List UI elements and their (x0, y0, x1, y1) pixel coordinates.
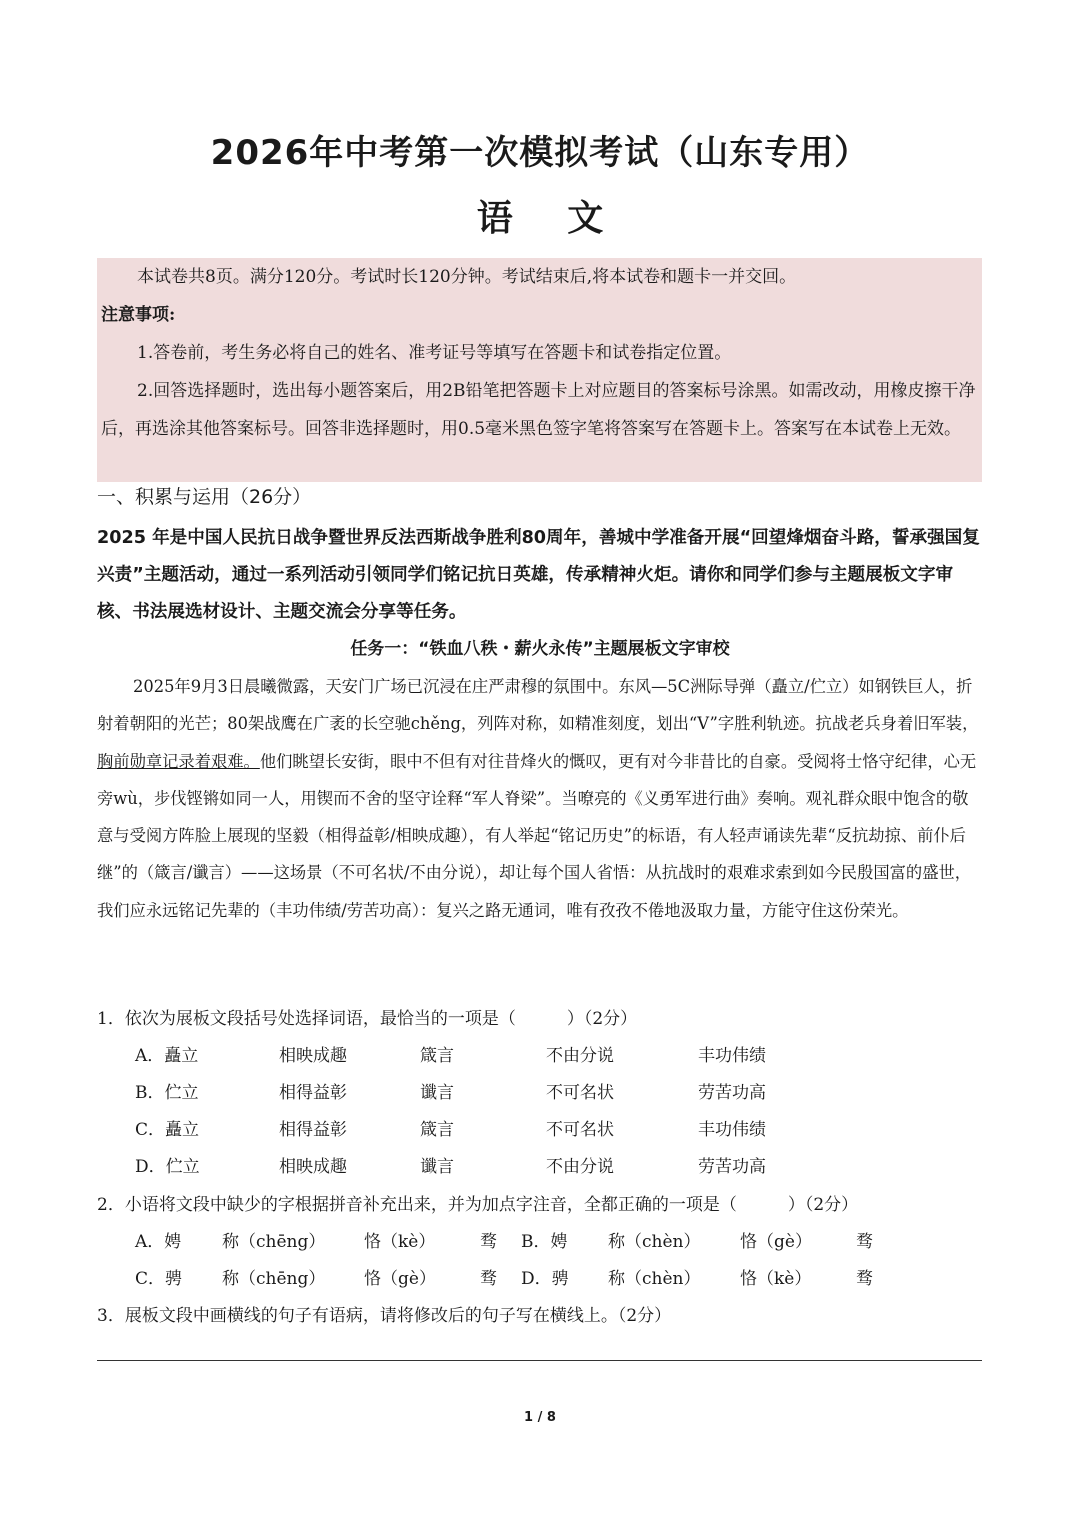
q1-option-a-word1: 相映成趣 (279, 1046, 347, 1066)
q2-option-c-item3: 恪（gè） (364, 1269, 436, 1289)
q1-option-d-word2: 谶言 (420, 1157, 454, 1177)
q1-option-d-word4: 劳苦功高 (698, 1157, 766, 1177)
notice-item-2: 2.回答选择题时，选出每小题答案后，用2B铅笔把答题卡上对应题目的答案标号涂黑。如需改动，用橡皮擦干净后，再选涂其他答案标号。回答非选择题时，用0.5毫米黑色签字笔将答案写在答题卡上。答案写在本试卷上无效。 (101, 381, 976, 439)
q2-option-a-item3: 恪（kè） (364, 1232, 436, 1252)
q1-option-a-word3: 不由分说 (546, 1046, 614, 1066)
answer-line[interactable] (97, 1360, 982, 1361)
notice-box (97, 258, 982, 482)
notice-heading: 注意事项: (101, 305, 176, 325)
q2-option-b-item3: 恪（gè） (740, 1232, 812, 1252)
q1-option-c-word3: 不可名状 (546, 1120, 614, 1140)
q1-option-b-word2: 谶言 (420, 1083, 454, 1103)
q2-option-d-item3: 恪（kè） (740, 1269, 812, 1289)
q2-option-a-item4: 骛 (480, 1232, 497, 1252)
q2-option-c-label: C．骋 (135, 1269, 183, 1289)
q1-option-c-word4: 丰功伟绩 (698, 1120, 766, 1140)
q1-option-d-word1: 相映成趣 (279, 1157, 347, 1177)
q2-option-b-label: B．娉 (521, 1232, 568, 1252)
q1-option-c-word2: 箴言 (420, 1120, 454, 1140)
q1-option-a-label: A．矗立 (135, 1046, 199, 1066)
task-title: 任务一：“铁血八秩・薪火永传”主题展板文字审校 (350, 639, 730, 659)
q1-option-b-label: B．伫立 (135, 1083, 199, 1103)
q2-option-d-label: D．骋 (521, 1269, 569, 1289)
q2-option-c-item4: 骛 (480, 1269, 497, 1289)
q1-option-b-word3: 不可名状 (546, 1083, 614, 1103)
q1-option-a-word2: 箴言 (420, 1046, 454, 1066)
q2-option-b-item4: 骛 (856, 1232, 873, 1252)
question-2-stem: 2．小语将文段中缺少的字根据拼音补充出来，并为加点字注音，全都正确的一项是（ ）（2分） (97, 1195, 859, 1215)
passage (97, 668, 982, 929)
q1-option-d-label: D．伫立 (135, 1157, 200, 1177)
q1-option-b-word4: 劳苦功高 (698, 1083, 766, 1103)
q1-option-a-word4: 丰功伟绩 (698, 1046, 766, 1066)
section-intro: 2025 年是中国人民抗日战争暨世界反法西斯战争胜利80周年，善城中学准备开展“回望烽烟奋斗路，誓承强国复兴责”主题活动，通过一系列活动引领同学们铭记抗日英雄，传承精神火炬。请你和同学们参与主题展板文字审核、书法展选材设计、主题交流会分享等任务。 (97, 528, 980, 622)
q2-option-b-item2: 称（chèn） (608, 1232, 701, 1252)
q2-option-c-item2: 称（chēng） (222, 1269, 326, 1289)
passage-text-2: 他们眺望长安街，眼中不但有对往昔烽火的慨叹，更有对今非昔比的自豪。受阅将士恪守纪律，心无旁wù，步伐铿锵如同一人，用锲而不舍的坚守诠释“军人脊梁”。当嘹亮的《义勇军进行曲》奏响。观礼群众眼中饱含的敬意与受阅方阵脸上展现的坚毅（相得益彰/相映成趣），有人举起“铭记历史”的标语，有人轻声诵读先辈“反抗劫掠、前仆后继”的（箴言/谶言）——这场景（不可名状/不由分说），却让每个国人省悟：从抗战时的艰难求索到如今民殷国富的盛世，我们应永远铭记先辈的（丰功伟绩/劳苦功高）：复兴之路无通词，唯有孜孜不倦地汲取力量，方能守住这份荣光。 (97, 751, 977, 920)
q1-option-b-word1: 相得益彰 (279, 1083, 347, 1103)
q1-option-d-word3: 不由分说 (546, 1157, 614, 1177)
subject-title: 语 文 (476, 198, 604, 239)
notice-intro: 本试卷共8页。满分120分。考试时长120分钟。考试结束后,将本试卷和题卡一并交回。 (137, 267, 797, 287)
q2-option-a-item2: 称（chēng） (222, 1232, 326, 1252)
q2-option-d-item2: 称（chèn） (608, 1269, 701, 1289)
exam-title: 2026年中考第一次模拟考试（山东专用） (210, 133, 870, 173)
q1-option-c-label: C．矗立 (135, 1120, 200, 1140)
section-title: 一、积累与运用（26分） (97, 486, 312, 508)
notice-item-1: 1.答卷前，考生务必将自己的姓名、准考证号等填写在答题卡和试卷指定位置。 (137, 343, 732, 363)
passage-text-1: 2025年9月3日晨曦微露，天安门广场已沉浸在庄严肃穆的氛围中。东风—5C洲际导弹（矗立/伫立）如钢铁巨人，折射着朝阳的光芒；80架战鹰在广袤的长空驰chěng，列阵对称，如精准刻度，划出“V”字胜利轨迹。抗战老兵身着旧军装， (97, 677, 979, 734)
question-1-stem: 1．依次为展板文段括号处选择词语，最恰当的一项是（ ）（2分） (97, 1009, 638, 1029)
q1-option-c-word1: 相得益彰 (279, 1120, 347, 1140)
q2-option-a-label: A．娉 (135, 1232, 182, 1252)
question-3-stem: 3．展板文段中画横线的句子有语病，请将修改后的句子写在横线上。（2分） (97, 1306, 672, 1326)
page-number: 1 / 8 (524, 1410, 556, 1425)
q2-option-d-item4: 骛 (856, 1269, 873, 1289)
underlined-sentence: 胸前勋章记录着艰难。 (97, 751, 260, 771)
